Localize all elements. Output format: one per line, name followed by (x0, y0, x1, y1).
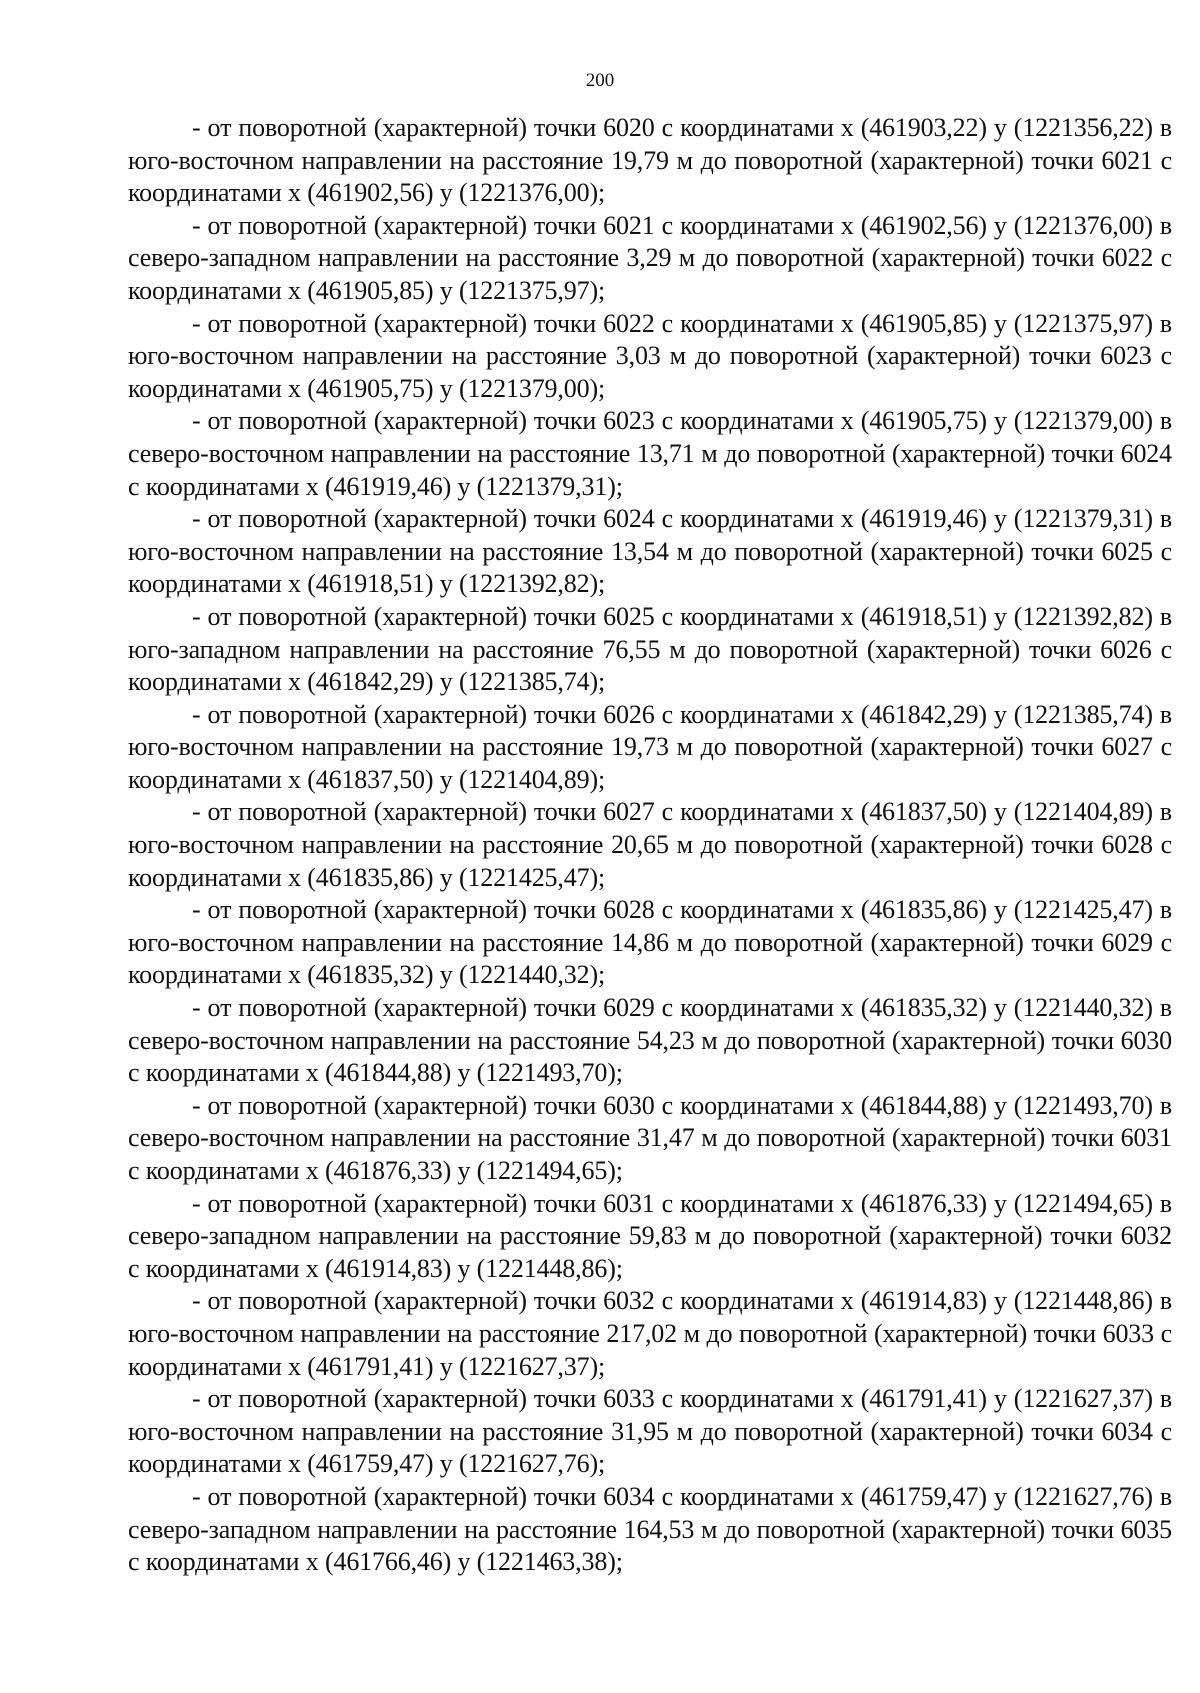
paragraph: - от поворотной (характерной) точки 6029 с координатами х (461835,32) у (1221440,32) в северо-восточном направлении на расстояние 54,23 м до поворотной (характерной) точки 6030 с координатами х (461844,88) у (1221493,70); (128, 993, 1172, 1088)
paragraph: - от поворотной (характерной) точки 6021 с координатами х (461902,56) у (1221376,00) в северо-западном направлении на расстояние 3,29 м до поворотной (характерной) точки 6022 с координатами х (461905,85) у (1221375,97); (128, 210, 1172, 305)
paragraph: - от поворотной (характерной) точки 6022 с координатами х (461905,85) у (1221375,97) в юго-восточном направлении на расстояние 3,03 м до поворотной (характерной) точки 6023 с координатами х (461905,75) у (1221379,00); (128, 308, 1172, 403)
paragraph: - от поворотной (характерной) точки 6024 с координатами х (461919,46) у (1221379,31) в юго-восточном направлении на расстояние 13,54 м до поворотной (характерной) точки 6025 с координатами х (461918,51) у (1221392,82); (128, 504, 1172, 599)
paragraph: - от поворотной (характерной) точки 6023 с координатами х (461905,75) у (1221379,00) в северо-восточном направлении на расстояние 13,71 м до поворотной (характерной) точки 6024 с координатами х (461919,46) у (1221379,31); (128, 406, 1172, 501)
paragraph: - от поворотной (характерной) точки 6028 с координатами х (461835,86) у (1221425,47) в юго-восточном направлении на расстояние 14,86 м до поворотной (характерной) точки 6029 с координатами х (461835,32) у (1221440,32); (128, 895, 1172, 990)
document-body (128, 112, 1172, 1579)
paragraph: - от поворотной (характерной) точки 6020 с координатами х (461903,22) у (1221356,22) в юго-восточном направлении на расстояние 19,79 м до поворотной (характерной) точки 6021 с координатами х (461902,56) у (1221376,00); (128, 113, 1172, 208)
paragraph: - от поворотной (характерной) точки 6033 с координатами х (461791,41) у (1221627,37) в юго-восточном направлении на расстояние 31,95 м до поворотной (характерной) точки 6034 с координатами х (461759,47) у (1221627,76); (128, 1384, 1172, 1479)
paragraph: - от поворотной (характерной) точки 6034 с координатами х (461759,47) у (1221627,76) в северо-западном направлении на расстояние 164,53 м до поворотной (характерной) точки 6035 с координатами х (461766,46) у (1221463,38); (128, 1481, 1172, 1577)
paragraph: - от поворотной (характерной) точки 6030 с координатами х (461844,88) у (1221493,70) в северо-восточном направлении на расстояние 31,47 м до поворотной (характерной) точки 6031 с координатами х (461876,33) у (1221494,65); (128, 1090, 1172, 1185)
paragraph: - от поворотной (характерной) точки 6026 с координатами х (461842,29) у (1221385,74) в юго-восточном направлении на расстояние 19,73 м до поворотной (характерной) точки 6027 с координатами х (461837,50) у (1221404,89); (128, 699, 1172, 794)
page-number: 200 (585, 70, 615, 91)
paragraph: - от поворотной (характерной) точки 6025 с координатами х (461918,51) у (1221392,82) в юго-западном направлении на расстояние 76,55 м до поворотной (характерной) точки 6026 с координатами х (461842,29) у (1221385,74); (128, 601, 1172, 697)
paragraph: - от поворотной (характерной) точки 6031 с координатами х (461876,33) у (1221494,65) в северо-западном направлении на расстояние 59,83 м до поворотной (характерной) точки 6032 с координатами х (461914,83) у (1221448,86); (128, 1188, 1172, 1283)
paragraph: - от поворотной (характерной) точки 6027 с координатами х (461837,50) у (1221404,89) в юго-восточном направлении на расстояние 20,65 м до поворотной (характерной) точки 6028 с координатами х (461835,86) у (1221425,47); (128, 797, 1172, 892)
paragraph: - от поворотной (характерной) точки 6032 с координатами х (461914,83) у (1221448,86) в юго-восточном направлении на расстояние 217,02 м до поворотной (характерной) точки 6033 с координатами х (461791,41) у (1221627,37); (128, 1286, 1172, 1381)
